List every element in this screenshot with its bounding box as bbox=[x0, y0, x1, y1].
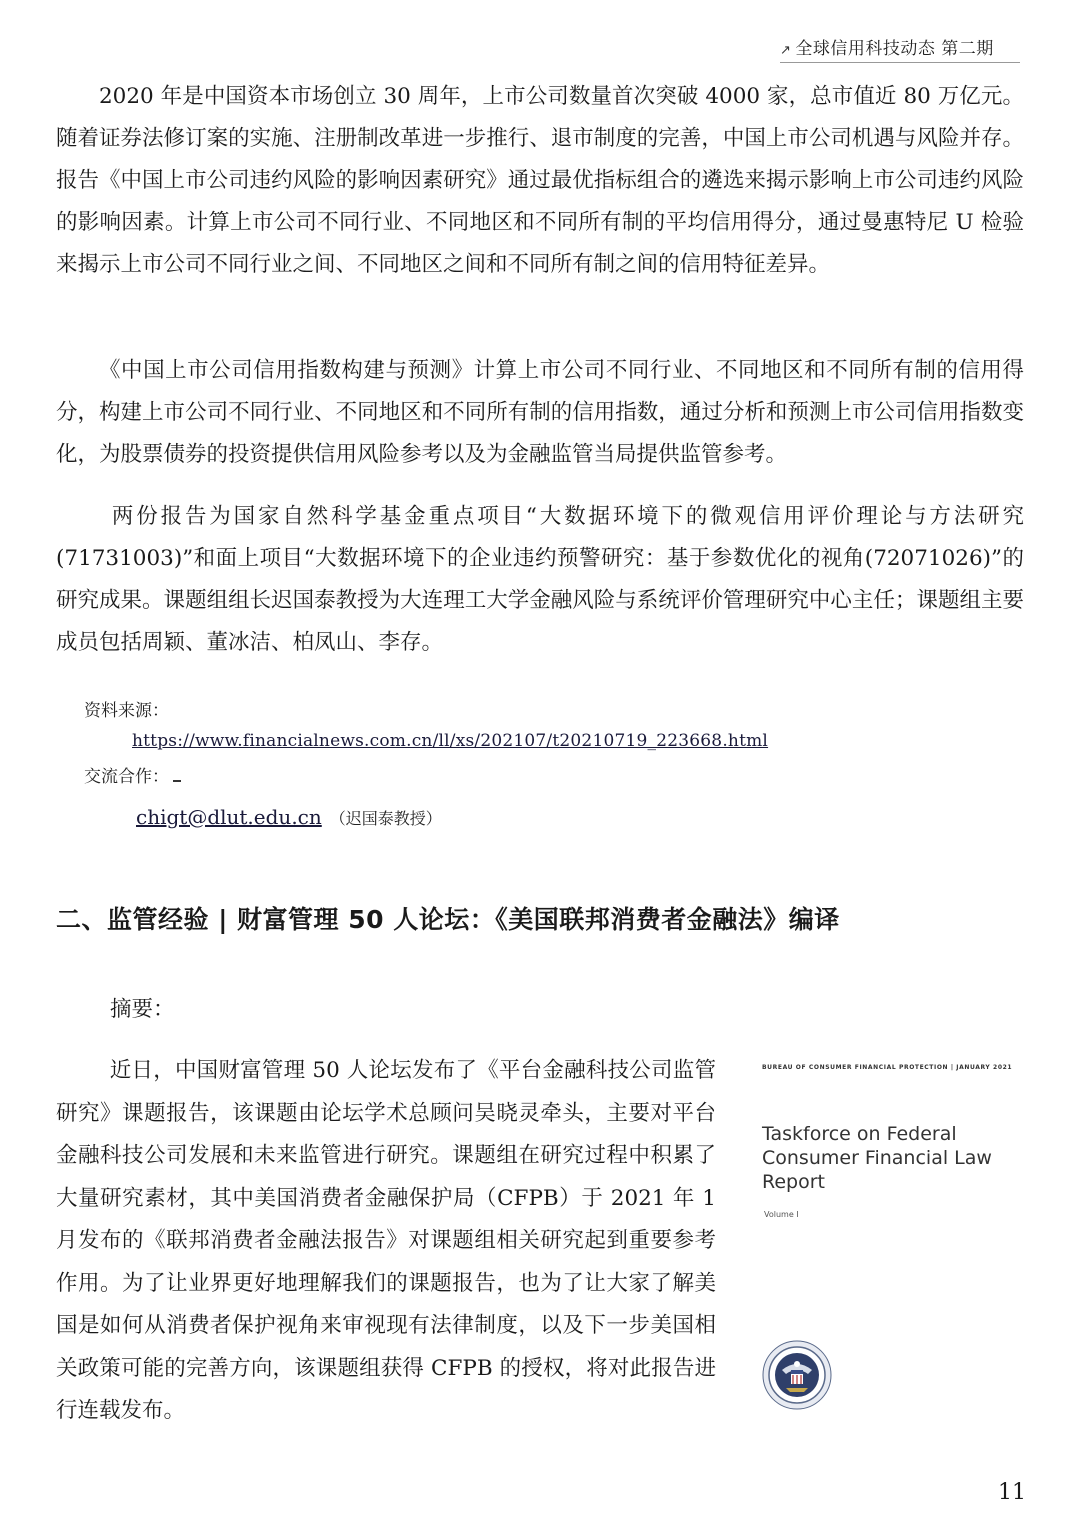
running-header bbox=[780, 34, 1020, 64]
page-number: 11 bbox=[998, 1480, 1026, 1505]
contact-line bbox=[136, 804, 442, 832]
cover-title: Taskforce on Federal Consumer Financial Law Report bbox=[762, 1123, 992, 1193]
header-divider bbox=[780, 62, 1020, 63]
section-body: 近日，中国财富管理 50 人论坛发布了《平台金融科技公司监管研究》课题报告，该课题由论坛学术总顾问吴晓灵牵头，主要对平台金融科技公司发展和未来监管进行研究。课题组在研究过程中积累了大量研究素材，其中美国消费者金融保护局（CFPB）于 2021 年 1 月发布的《联邦消费者金融法报告》对课题组相关研究起到重要参考作用。为了让业界更好地理解我们的课题报告，也为了让大家了解美国是如何从消费者保护视角来审视现有法律制度，以及下一步美国相关政策可能的完善方向，该课题组获得 CFPB 的授权，将对此报告进行连载发布。 bbox=[56, 1058, 716, 1423]
email-note: （迟国泰教授） bbox=[329, 809, 442, 828]
paragraph-1: 2020 年是中国资本市场创立 30 周年，上市公司数量首次突破 4000 家，总市值近 80 万亿元。随着证券法修订案的实施、注册制改革进一步推行、退市制度的完善，中国上市公司机遇与风险并存。报告《中国上市公司违约风险的影响因素研究》通过最优指标组合的遴选来揭示影响上市公司违约风险的影响因素。计算上市公司不同行业、不同地区和不同所有制的平均信用得分，通过曼惠特尼 U 检验来揭示上市公司不同行业之间、不同地区之间和不同所有制之间的信用特征差异。 bbox=[56, 84, 1024, 277]
arrow-icon: ↗ bbox=[780, 43, 792, 58]
source-link[interactable]: https://www.financialnews.com.cn/ll/xs/202107/t20210719_223668.html bbox=[132, 731, 769, 751]
source-label: 资料来源： bbox=[84, 701, 169, 721]
paragraph-3: 两份报告为国家自然科学基金重点项目“大数据环境下的微观信用评价理论与方法研究(71731003)”和面上项目“大数据环境下的企业违约预警研究：基于参数优化的视角(72071026)”的研究成果。课题组组长迟国泰教授为大连理工大学金融风险与系统评价管理研究中心主任；课题组主要成员包括周颖、董冰洁、柏凤山、李存。 bbox=[56, 504, 1024, 655]
header-title: 全球信用科技动态 第二期 bbox=[795, 39, 994, 59]
section-title: 二、监管经验 | 财富管理 50 人论坛：《美国联邦消费者金融法》编译 bbox=[56, 905, 840, 934]
contact-label-text: 交流合作： bbox=[84, 767, 169, 787]
text-cursor bbox=[173, 766, 181, 782]
cover-top-line: BUREAU OF CONSUMER FINANCIAL PROTECTION | JANUARY 2021 bbox=[762, 1064, 1013, 1071]
cover-volume: Volume I bbox=[764, 1210, 799, 1219]
email-link[interactable]: chigt@dlut.edu.cn bbox=[136, 805, 322, 829]
report-cover-image bbox=[746, 1048, 1014, 1418]
paragraph-2: 《中国上市公司信用指数构建与预测》计算上市公司不同行业、不同地区和不同所有制的信用得分，构建上市公司不同行业、不同地区和不同所有制的信用指数，通过分析和预测上市公司信用指数变化，为股票债券的投资提供信用风险参考以及为金融监管当局提供监管参考。 bbox=[56, 358, 1024, 467]
cfpb-seal-icon bbox=[762, 1340, 832, 1410]
contact-label bbox=[84, 764, 181, 790]
abstract-label: 摘要： bbox=[110, 997, 175, 1022]
